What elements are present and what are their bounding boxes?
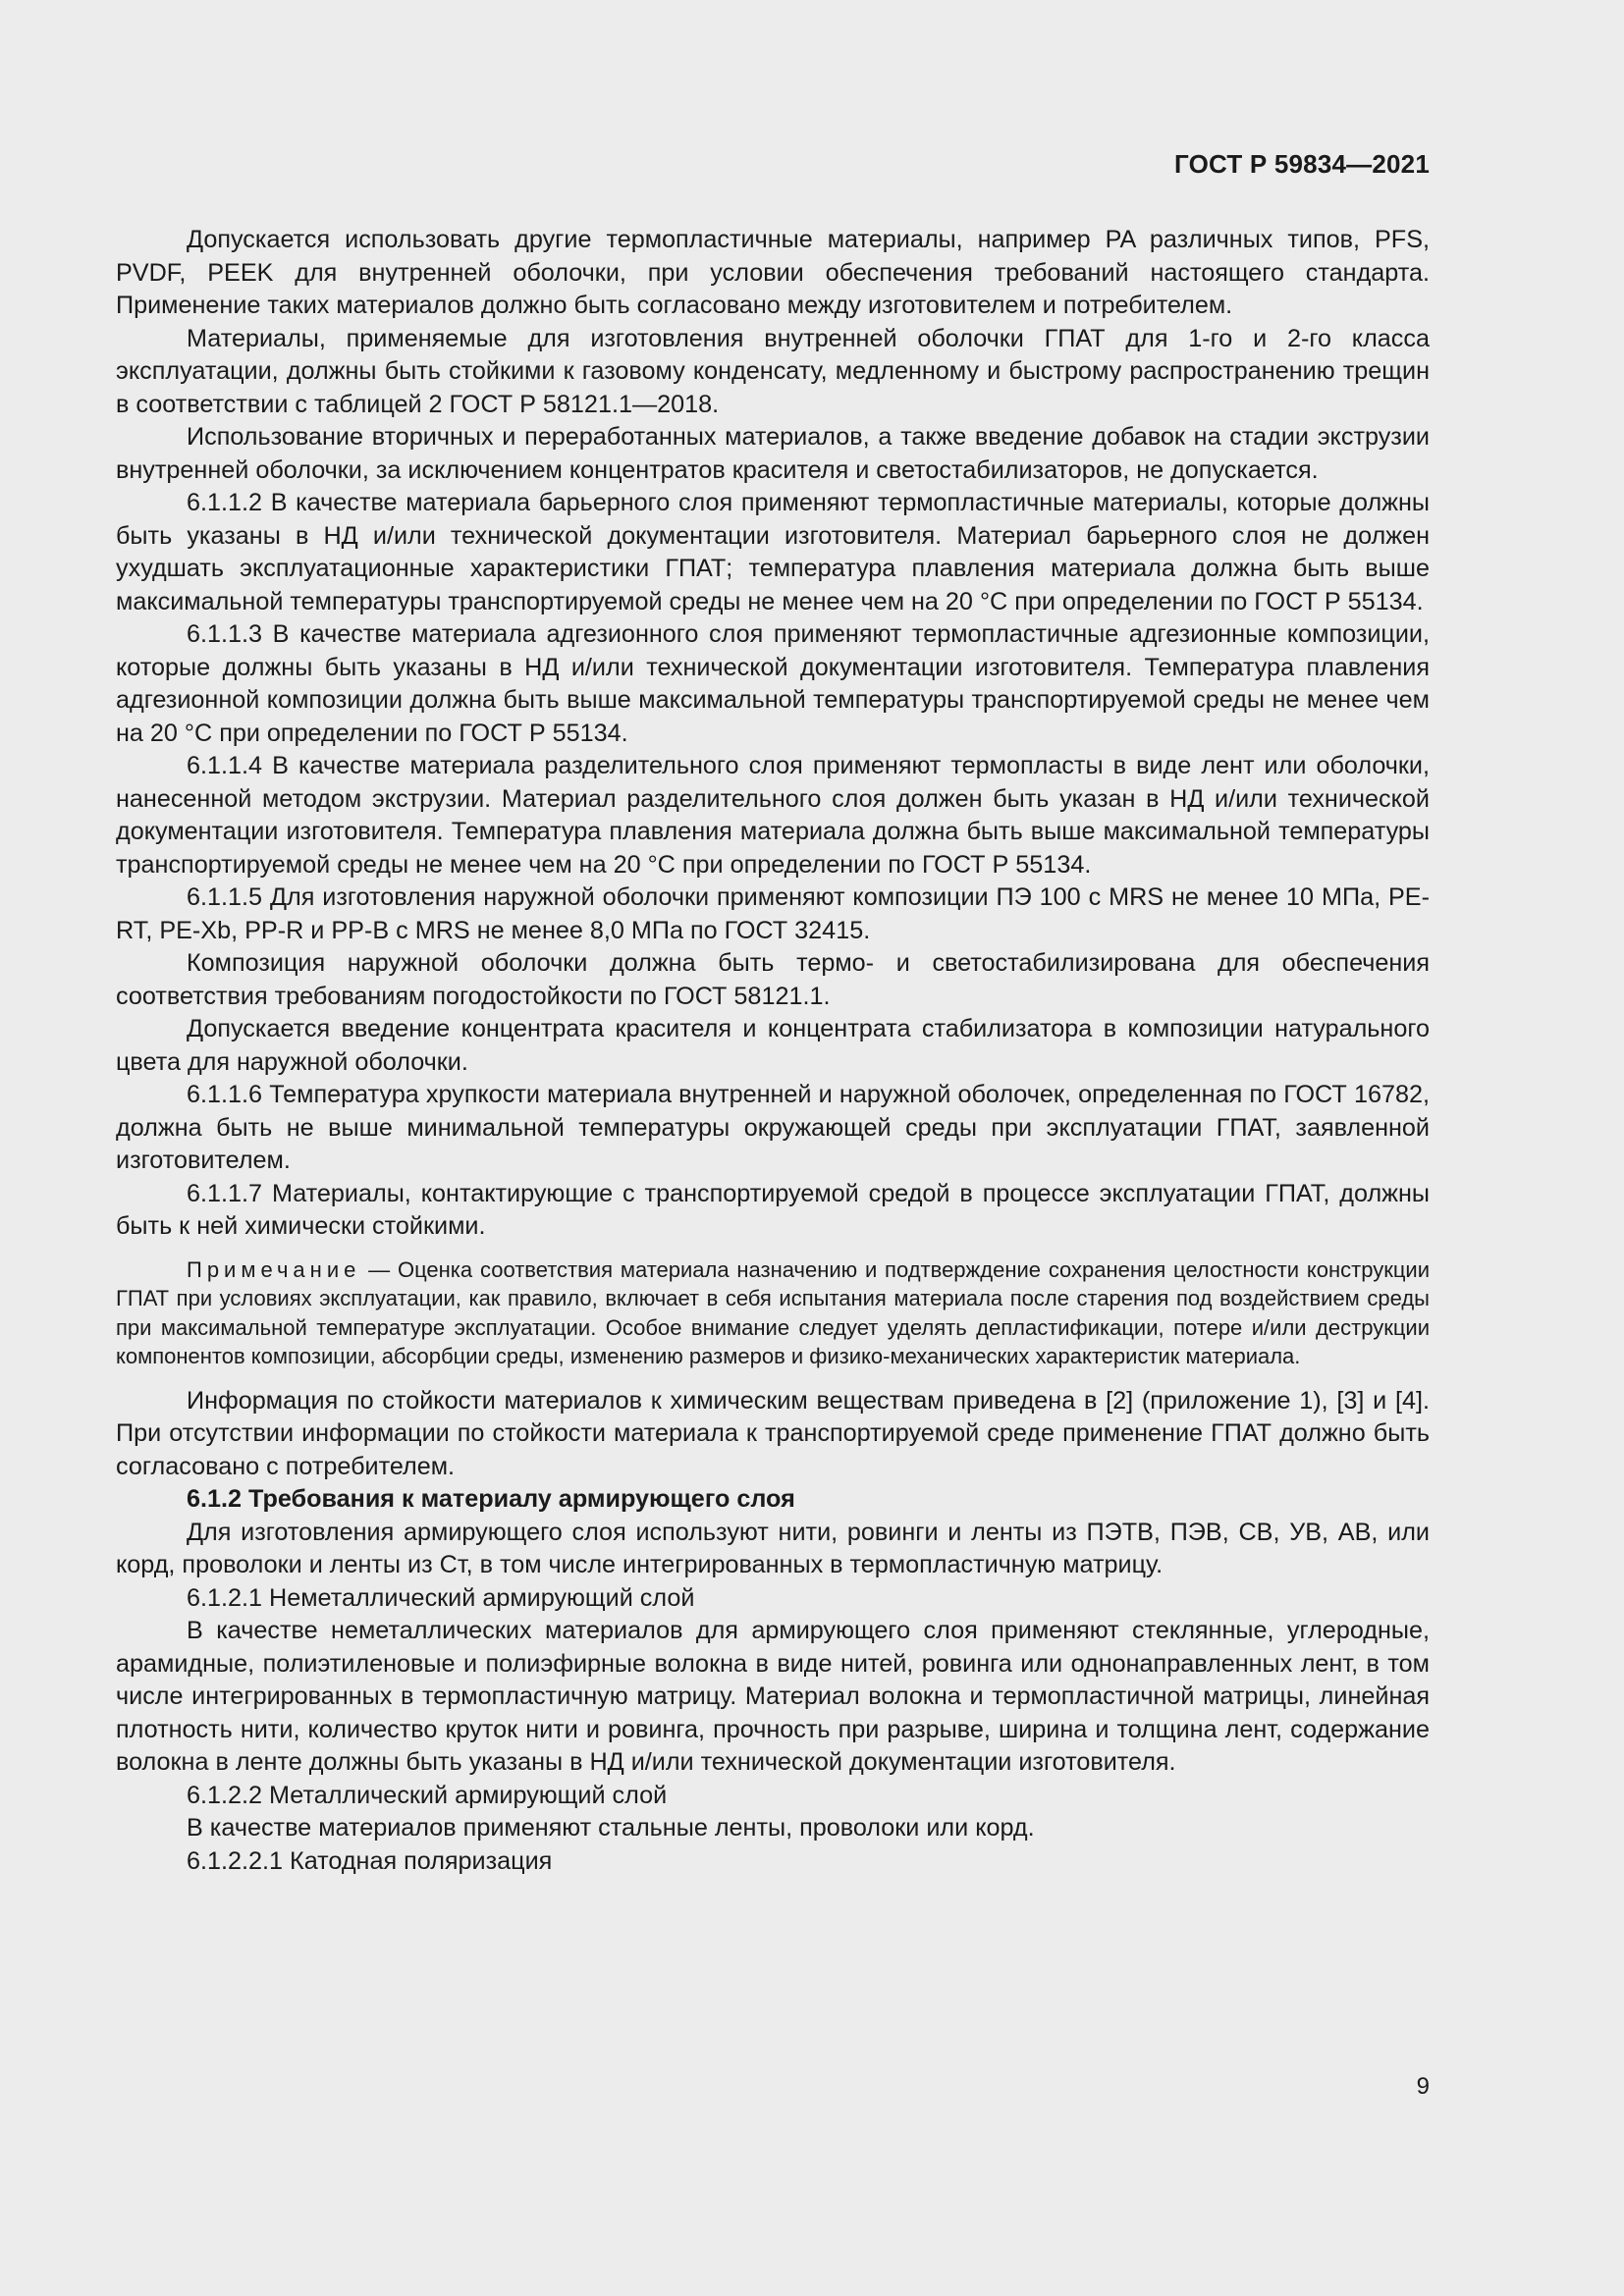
paragraph: Для изготовления армирующего слоя используют нити, ровинги и ленты из ПЭТВ, ПЭВ, СВ, УВ, АВ, или корд, проволоки и ленты из Ст, в том числе интегрированных в термопластичную матрицу. bbox=[116, 1518, 1430, 1578]
paragraph: 6.1.1.6 Температура хрупкости материала внутренней и наружной оболочек, определенная по ГОСТ 16782, должна быть не выше минимальной температуры окружающей среды при эксплуатации ГПАТ, заявленной изготовителем. bbox=[116, 1081, 1430, 1174]
section-heading: 6.1.2 Требования к материалу армирующего слоя bbox=[187, 1485, 795, 1513]
paragraph: В качестве неметаллических материалов для армирующего слоя применяют стеклянные, углеродные, арамидные, полиэтиленовые и полиэфирные волокна в виде нитей, ровинга или однонаправленных лент, в том числе интегрированных в термопластичную матрицу. Материал волокна и термопластичной матрицы, линейная плотность нити, количество круток нити и ровинга, прочность при разрыве, ширина и толщина лент, содержание волокна в ленте должны быть указаны в НД и/или технической документации изготовителя. bbox=[116, 1617, 1430, 1776]
note bbox=[116, 1255, 1430, 1371]
paragraph: 6.1.1.5 Для изготовления наружной оболочки применяют композиции ПЭ 100 с MRS не менее 10 МПа, PE-RT, PE-Xb, PP-R и PP-B с MRS не менее 8,0 МПа по ГОСТ 32415. bbox=[116, 883, 1430, 944]
paragraph: Материалы, применяемые для изготовления внутренней оболочки ГПАТ для 1-го и 2-го класса эксплуатации, должны быть стойкими к газовому конденсату, медленному и быстрому распространению трещин в соответствии с таблицей 2 ГОСТ Р 58121.1—2018. bbox=[116, 324, 1430, 418]
paragraph: Допускается введение концентрата красителя и концентрата стабилизатора в композиции натурального цвета для наружной оболочки. bbox=[116, 1015, 1430, 1076]
paragraph: Допускается использовать другие термопластичные материалы, например PA различных типов, PFS, PVDF, PEEK для внутренней оболочки, при условии обеспечения требований настоящего стандарта. Применение таких материалов должно быть согласовано между изготовителем и потребителем. bbox=[116, 226, 1430, 319]
body-text bbox=[116, 224, 1430, 1878]
paragraph: 6.1.1.4 В качестве материала разделительного слоя применяют термопласты в виде лент или оболочки, нанесенной методом экструзии. Материал разделительного слоя должен быть указан в НД и/или технической документации изготовителя. Температура плавления материала должна быть выше максимальной температуры транспортируемой среды не менее чем на 20 °С при определении по ГОСТ Р 55134. bbox=[116, 752, 1430, 879]
document-id-header: ГОСТ Р 59834—2021 bbox=[1174, 149, 1430, 179]
paragraph: Информация по стойкости материалов к химическим веществам приведена в [2] (приложение 1), [3] и [4]. При отсутствии информации по стойкости материала к транспортируемой среде применение ГПАТ должно быть согласовано с потребителем. bbox=[116, 1386, 1430, 1480]
paragraph: Композиция наружной оболочки должна быть термо- и светостабилизирована для обеспечения соответствия требованиям погодостойкости по ГОСТ 58121.1. bbox=[116, 949, 1430, 1010]
paragraph: Использование вторичных и переработанных материалов, а также введение добавок на стадии экструзии внутренней оболочки, за исключением концентратов красителя и светостабилизаторов, не допускается. bbox=[116, 423, 1430, 484]
paragraph: 6.1.1.2 В качестве материала барьерного слоя применяют термопластичные материалы, которые должны быть указаны в НД и/или технической документации изготовителя. Материал барьерного слоя не должен ухудшать эксплуатационные характеристики ГПАТ; температура плавления материала должна быть выше максимальной температуры транспортируемой среды не менее чем на 20 °С при определении по ГОСТ Р 55134. bbox=[116, 489, 1430, 615]
paragraph: 6.1.2.1 Неметаллический армирующий слой bbox=[187, 1583, 695, 1612]
paragraph: 6.1.1.3 В качестве материала адгезионного слоя применяют термопластичные адгезионные композиции, которые должны быть указаны в НД и/или технической документации изготовителя. Температура плавления адгезионной композиции должна быть выше максимальной температуры транспортируемой среды не менее чем на 20 °С при определении по ГОСТ Р 55134. bbox=[116, 620, 1430, 747]
paragraph: 6.1.1.7 Материалы, контактирующие с транспортируемой средой в процессе эксплуатации ГПАТ, должны быть к ней химически стойкими. bbox=[116, 1179, 1430, 1240]
page-number: 9 bbox=[1416, 2073, 1430, 2100]
note-text: — Оценка соответствия материала назначению и подтверждение сохранения целостности конструкции ГПАТ при условиях эксплуатации, как правило, включает в себя испытания материала после старения под воздействием среды при максимальной температуре эксплуатации. Особое внимание следует уделять депластификации, потере и/или деструкции компонентов композиции, абсорбции среды, изменению размеров и физико-механических характеристик материала. bbox=[116, 1256, 1430, 1368]
paragraph: 6.1.2.2 Металлический армирующий слой bbox=[187, 1781, 668, 1809]
paragraph: 6.1.2.2.1 Катодная поляризация bbox=[187, 1846, 553, 1875]
paragraph: В качестве материалов применяют стальные ленты, проволоки или корд. bbox=[187, 1814, 1035, 1842]
note-label: Примечание bbox=[187, 1256, 361, 1282]
